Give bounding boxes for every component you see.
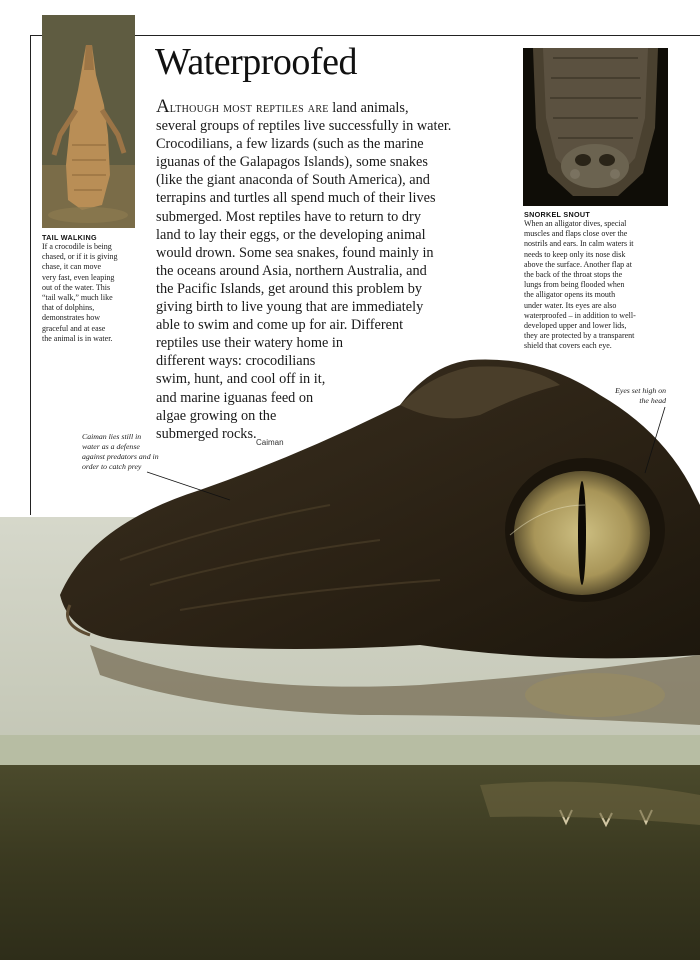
snorkel-snout-body: When an alligator dives, special muscles and flaps close over the nostrils and ears. In calm waters it needs to keep only its nose disk above the surface. Another flap at the back of the throat stops the lungs from being flooded when the alligator opens its mouth under water. Its eyes are also waterproofed – in addition to well- developed upper and lower lids, they are protected by a transparent shield that covers each eye.	[524, 219, 636, 351]
caiman-label: Caiman	[256, 438, 284, 447]
alligator-snout-illustration	[523, 48, 668, 206]
eyes-high-annotation: Eyes set high on the head	[615, 386, 666, 405]
snorkel-snout-title: SNORKEL SNOUT	[524, 210, 591, 219]
intro-dropcap: A	[156, 96, 170, 117]
page-title: Waterproofed	[155, 41, 357, 83]
tail-walking-photo	[42, 15, 135, 228]
intro-text: Although most reptiles are land animals, several groups of reptiles live successfully in water. Crocodilians, a few lizards (such as the marine iguanas of the Galapagos Islands), some snakes (like the giant anaconda of South America), and terrapins and turtles all spend much of their lives submerged. Most reptiles have to return to dry land to lay their eggs, or the developing animal would drown. Some sea snakes, found mainly in the oceans around Asia, northern Australia, and the Pacific Islands, get around this problem by giving birth to live young that are immediately able to swim and come up for air. Different reptiles use their watery home in different ways: crocodilians swim, hunt, and cool off in it, and marine iguanas feed on algae growing on the submerged rocks.	[156, 96, 452, 442]
caiman-still-annotation: Caiman lies still in water as a defense against predators and in order to catch prey	[82, 432, 159, 471]
intro-smallcaps: lthough most reptiles are	[169, 100, 329, 116]
tail-walking-body: If a crocodile is being chased, or if it is giving chase, it can move very fast, even leaping out of the water. This “tail walk,” much like that of dolphins, demonstrates how graceful and at ease the animal is in water.	[42, 242, 118, 343]
snorkel-snout-photo	[523, 48, 668, 206]
caiman-still-leader-line	[145, 470, 235, 505]
eyes-high-leader-line	[640, 405, 670, 475]
tail-walking-title: TAIL WALKING	[42, 233, 97, 242]
crocodile-tail-walk-illustration	[42, 15, 135, 228]
